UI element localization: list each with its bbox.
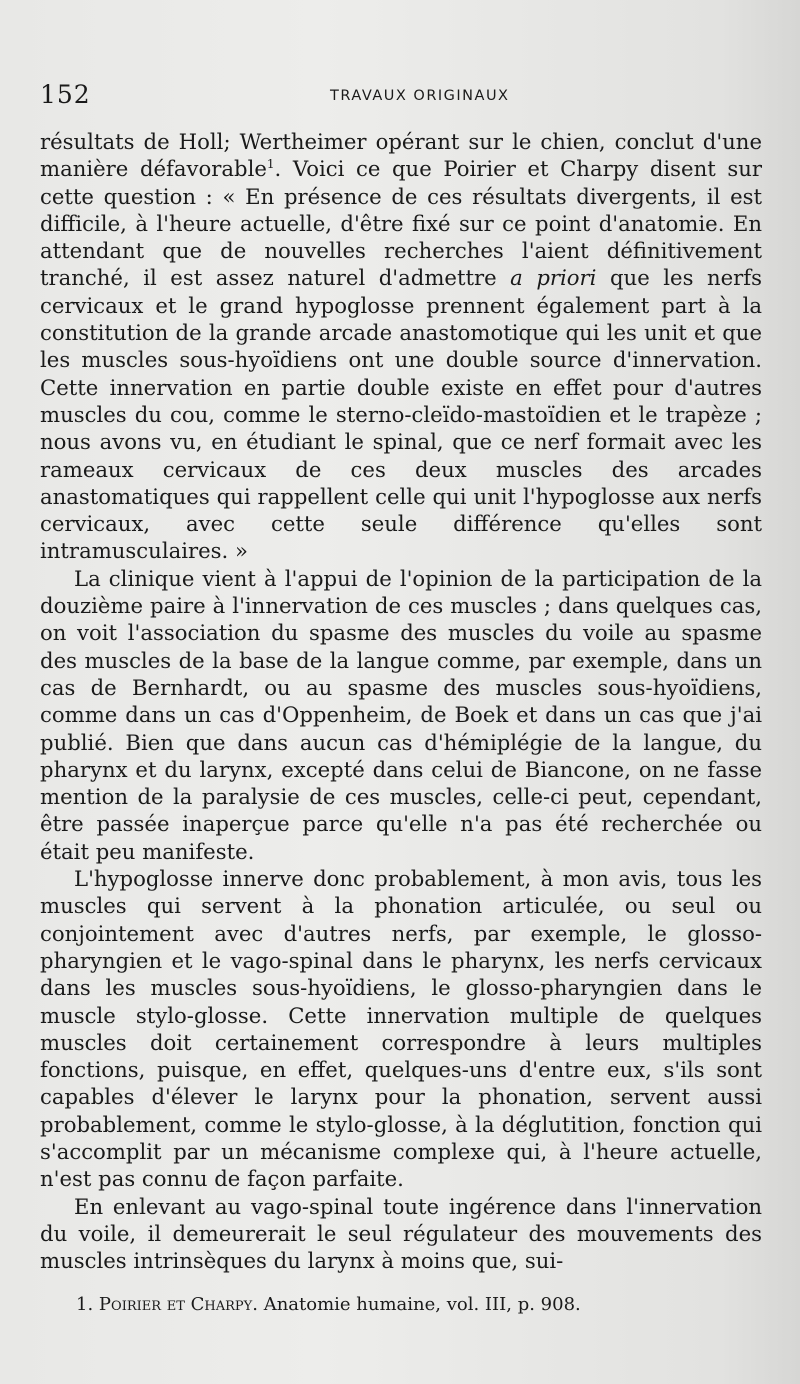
- paragraph-4: En enlevant au vago-spinal toute ingérence dans l'innervation du voile, il demeurerait le seul régulateur des mouvements des muscles intrinsèques du larynx à moins que, sui-: [40, 1193, 762, 1274]
- p1-italic: a priori: [510, 265, 597, 291]
- footnote: [76, 1293, 766, 1317]
- footnote-text: . Anatomie humaine, vol. III, p. 908.: [252, 1294, 581, 1315]
- paragraph-3: L'hypoglosse innerve donc probablement, à mon avis, tous les muscles qui servent à la phonation articulée, ou seul ou conjointement avec d'autres nerfs, par exemple, le glosso-pharyngien et le vago-spinal dans le pharynx, les nerfs cervicaux dans les muscles sous-hyoïdiens, le glosso-pharyngien dans le muscle stylo-glosse. Cette innervation multiple de quelques muscles doit certainement correspondre à leurs multiples fonctions, puisque, en effet, quelques-uns d'entre eux, s'ils sont capables d'élever le larynx pour la phonation, servent aussi probablement, comme le stylo-glosse, à la déglutition, fonction qui s'accomplit par un mécanisme complexe qui, à l'heure actuelle, n'est pas connu de façon parfaite.: [40, 866, 762, 1192]
- page-header: [40, 80, 752, 116]
- p1-text-b: . Voici ce que Poirier et Charpy disent sur cette question : « En présence de ces résultats divergents, il est difficile, à l'heure actuelle, d'être fixé sur ce point d'anatomie. En attendant que de nouvelles recherches l'aient définitivement tranché, il est assez naturel d'admettre: [40, 156, 762, 291]
- running-head: TRAVAUX ORIGINAUX: [330, 88, 510, 104]
- footnote-authors: Poirier et Charpy: [98, 1294, 253, 1315]
- paragraph-1: [40, 128, 762, 565]
- paragraph-2: La clinique vient à l'appui de l'opinion de la participation de la douzième paire à l'innervation de ces muscles ; dans quelques cas, on voit l'association du spasme des muscles du voile au spasme des muscles de la base de la langue comme, par exemple, dans un cas de Bernhardt, ou au spasme des muscles sous-hyoïdiens, comme dans un cas d'Oppenheim, de Boek et dans un cas que j'ai publié. Bien que dans aucun cas d'hémiplégie de la langue, du pharynx et du larynx, excepté dans celui de Biancone, on ne fasse mention de la paralysie de ces muscles, celle-ci peut, cependant, être passée inaperçue parce qu'elle n'a pas été recherchée ou était peu manifeste.: [40, 565, 762, 864]
- p1-text-c: que les nerfs cervicaux et le grand hypoglosse prennent également part à la constitution de la grande arcade anastomotique qui les unit et que les muscles sous-hyoïdiens ont une double source d'innervation. Cette innervation en partie double existe en effet pour d'autres muscles du cou, comme le sterno-cleïdo-mastoïdien et le trapèze ; nous avons vu, en étudiant le spinal, que ce nerf formait avec les rameaux cervicaux de ces deux muscles des arcades anastomatiques qui rappellent celle qui unit l'hypoglosse aux nerfs cervicaux, avec cette seule différence qu'elles sont intramusculaires. »: [40, 265, 762, 564]
- footnote-number: 1.: [76, 1294, 94, 1315]
- body-text: [40, 128, 762, 1274]
- page-number: 152: [40, 80, 91, 109]
- p1-text-a: résultats de Holl; Wertheimer opérant sur le chien, conclut d'une manière défavorable: [40, 129, 762, 182]
- footnote-ref: 1: [266, 157, 275, 172]
